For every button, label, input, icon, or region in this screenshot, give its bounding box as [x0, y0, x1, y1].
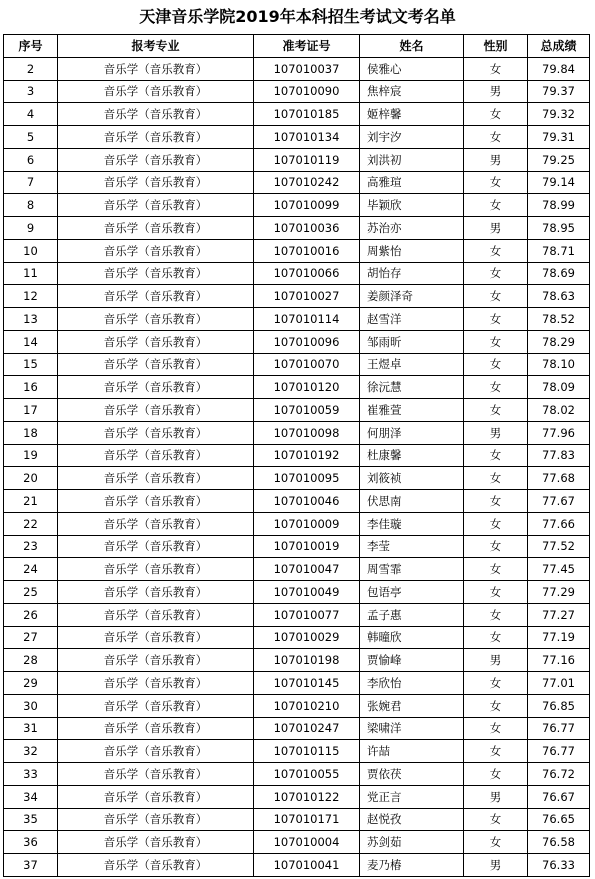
cell-score: 77.52	[528, 535, 590, 558]
cell-gender: 女	[464, 444, 528, 467]
table-row	[4, 763, 590, 786]
cell-major: 音乐学（音乐教育）	[58, 217, 254, 240]
cell-gender: 女	[464, 603, 528, 626]
cell-seq: 21	[4, 490, 58, 513]
cell-major: 音乐学（音乐教育）	[58, 808, 254, 831]
cell-name: 胡怡存	[360, 262, 464, 285]
cell-exam-number: 107010145	[254, 672, 360, 695]
cell-gender: 女	[464, 808, 528, 831]
cell-gender: 女	[464, 512, 528, 535]
cell-exam-number: 107010247	[254, 717, 360, 740]
cell-exam-number: 107010098	[254, 421, 360, 444]
table-row	[4, 148, 590, 171]
cell-name: 韩曈欣	[360, 626, 464, 649]
cell-gender: 男	[464, 854, 528, 877]
cell-seq: 4	[4, 103, 58, 126]
cell-name: 刘宇汐	[360, 126, 464, 149]
cell-gender: 女	[464, 740, 528, 763]
cell-gender: 女	[464, 126, 528, 149]
cell-name: 徐沅慧	[360, 376, 464, 399]
cell-name: 毕颖欣	[360, 194, 464, 217]
cell-name: 周雪霏	[360, 558, 464, 581]
cell-seq: 20	[4, 467, 58, 490]
cell-major: 音乐学（音乐教育）	[58, 80, 254, 103]
cell-name: 崔雅萱	[360, 399, 464, 422]
cell-score: 78.29	[528, 330, 590, 353]
cell-name: 焦梓宸	[360, 80, 464, 103]
table-row	[4, 717, 590, 740]
cell-major: 音乐学（音乐教育）	[58, 239, 254, 262]
cell-score: 78.10	[528, 353, 590, 376]
cell-name: 王煜卓	[360, 353, 464, 376]
cell-major: 音乐学（音乐教育）	[58, 103, 254, 126]
table-row	[4, 194, 590, 217]
cell-seq: 25	[4, 581, 58, 604]
cell-seq: 36	[4, 831, 58, 854]
cell-major: 音乐学（音乐教育）	[58, 581, 254, 604]
cell-score: 77.16	[528, 649, 590, 672]
cell-major: 音乐学（音乐教育）	[58, 831, 254, 854]
cell-gender: 女	[464, 399, 528, 422]
cell-name: 张婉君	[360, 694, 464, 717]
cell-gender: 女	[464, 717, 528, 740]
cell-score: 77.27	[528, 603, 590, 626]
cell-score: 77.29	[528, 581, 590, 604]
cell-score: 78.02	[528, 399, 590, 422]
cell-seq: 14	[4, 330, 58, 353]
cell-major: 音乐学（音乐教育）	[58, 694, 254, 717]
cell-score: 78.69	[528, 262, 590, 285]
cell-gender: 女	[464, 285, 528, 308]
table-row	[4, 57, 590, 80]
cell-exam-number: 107010192	[254, 444, 360, 467]
table-row	[4, 444, 590, 467]
cell-major: 音乐学（音乐教育）	[58, 490, 254, 513]
cell-exam-number: 107010122	[254, 785, 360, 808]
cell-seq: 9	[4, 217, 58, 240]
cell-seq: 27	[4, 626, 58, 649]
table-row	[4, 672, 590, 695]
cell-seq: 8	[4, 194, 58, 217]
cell-gender: 女	[464, 490, 528, 513]
table-row	[4, 217, 590, 240]
cell-exam-number: 107010210	[254, 694, 360, 717]
cell-seq: 31	[4, 717, 58, 740]
cell-exam-number: 107010029	[254, 626, 360, 649]
cell-gender: 女	[464, 262, 528, 285]
cell-gender: 男	[464, 649, 528, 672]
cell-gender: 女	[464, 330, 528, 353]
cell-score: 76.58	[528, 831, 590, 854]
table-row	[4, 353, 590, 376]
cell-score: 76.72	[528, 763, 590, 786]
cell-score: 77.01	[528, 672, 590, 695]
cell-name: 赵悦孜	[360, 808, 464, 831]
cell-major: 音乐学（音乐教育）	[58, 148, 254, 171]
cell-seq: 19	[4, 444, 58, 467]
cell-name: 包语亭	[360, 581, 464, 604]
cell-exam-number: 107010198	[254, 649, 360, 672]
cell-gender: 女	[464, 626, 528, 649]
table-row	[4, 308, 590, 331]
cell-name: 许喆	[360, 740, 464, 763]
table-row	[4, 399, 590, 422]
table-row	[4, 330, 590, 353]
cell-major: 音乐学（音乐教育）	[58, 535, 254, 558]
cell-seq: 35	[4, 808, 58, 831]
cell-name: 麦乃椿	[360, 854, 464, 877]
table-row	[4, 694, 590, 717]
cell-gender: 男	[464, 785, 528, 808]
cell-score: 76.33	[528, 854, 590, 877]
cell-seq: 10	[4, 239, 58, 262]
cell-score: 79.14	[528, 171, 590, 194]
cell-seq: 34	[4, 785, 58, 808]
cell-gender: 女	[464, 171, 528, 194]
cell-name: 姜颜泽奇	[360, 285, 464, 308]
cell-score: 76.85	[528, 694, 590, 717]
cell-name: 李欣怡	[360, 672, 464, 695]
cell-name: 梁啸洋	[360, 717, 464, 740]
cell-score: 78.63	[528, 285, 590, 308]
cell-major: 音乐学（音乐教育）	[58, 262, 254, 285]
cell-name: 杜康馨	[360, 444, 464, 467]
cell-gender: 男	[464, 217, 528, 240]
table-row	[4, 854, 590, 877]
cell-major: 音乐学（音乐教育）	[58, 785, 254, 808]
cell-major: 音乐学（音乐教育）	[58, 308, 254, 331]
cell-exam-number: 107010096	[254, 330, 360, 353]
table-row	[4, 490, 590, 513]
cell-score: 77.45	[528, 558, 590, 581]
cell-exam-number: 107010016	[254, 239, 360, 262]
table-row	[4, 239, 590, 262]
cell-name: 刘筱祯	[360, 467, 464, 490]
page-title: 天津音乐学院2019年本科招生考试文考名单	[139, 7, 456, 26]
cell-name: 李佳璇	[360, 512, 464, 535]
cell-gender: 女	[464, 672, 528, 695]
cell-gender: 女	[464, 353, 528, 376]
cell-seq: 12	[4, 285, 58, 308]
cell-exam-number: 107010090	[254, 80, 360, 103]
cell-major: 音乐学（音乐教育）	[58, 353, 254, 376]
table-body	[4, 57, 590, 876]
cell-score: 79.84	[528, 57, 590, 80]
cell-exam-number: 107010070	[254, 353, 360, 376]
table-row	[4, 740, 590, 763]
cell-exam-number: 107010049	[254, 581, 360, 604]
table-row	[4, 376, 590, 399]
cell-exam-number: 107010046	[254, 490, 360, 513]
cell-exam-number: 107010036	[254, 217, 360, 240]
cell-score: 79.32	[528, 103, 590, 126]
cell-gender: 男	[464, 421, 528, 444]
table-row	[4, 80, 590, 103]
column-header-exam-number: 准考证号	[254, 35, 360, 58]
cell-exam-number: 107010004	[254, 831, 360, 854]
table-row	[4, 103, 590, 126]
cell-seq: 5	[4, 126, 58, 149]
cell-seq: 11	[4, 262, 58, 285]
table-row	[4, 831, 590, 854]
table-row	[4, 649, 590, 672]
table-row	[4, 558, 590, 581]
cell-name: 周紫怡	[360, 239, 464, 262]
cell-major: 音乐学（音乐教育）	[58, 171, 254, 194]
cell-major: 音乐学（音乐教育）	[58, 285, 254, 308]
cell-score: 78.71	[528, 239, 590, 262]
cell-name: 苏剑茹	[360, 831, 464, 854]
cell-name: 侯雅心	[360, 57, 464, 80]
column-header-seq: 序号	[4, 35, 58, 58]
cell-score: 76.77	[528, 740, 590, 763]
cell-score: 77.68	[528, 467, 590, 490]
cell-gender: 女	[464, 194, 528, 217]
cell-score: 76.67	[528, 785, 590, 808]
cell-major: 音乐学（音乐教育）	[58, 649, 254, 672]
cell-major: 音乐学（音乐教育）	[58, 421, 254, 444]
cell-exam-number: 107010047	[254, 558, 360, 581]
cell-score: 78.09	[528, 376, 590, 399]
cell-gender: 女	[464, 535, 528, 558]
cell-score: 78.99	[528, 194, 590, 217]
cell-major: 音乐学（音乐教育）	[58, 330, 254, 353]
cell-major: 音乐学（音乐教育）	[58, 717, 254, 740]
cell-score: 78.95	[528, 217, 590, 240]
cell-gender: 女	[464, 57, 528, 80]
cell-exam-number: 107010027	[254, 285, 360, 308]
cell-score: 77.19	[528, 626, 590, 649]
table-row	[4, 581, 590, 604]
cell-exam-number: 107010115	[254, 740, 360, 763]
cell-exam-number: 107010055	[254, 763, 360, 786]
cell-major: 音乐学（音乐教育）	[58, 57, 254, 80]
cell-score: 78.52	[528, 308, 590, 331]
cell-name: 高雅瑄	[360, 171, 464, 194]
table-row	[4, 262, 590, 285]
cell-score: 76.65	[528, 808, 590, 831]
cell-seq: 13	[4, 308, 58, 331]
cell-name: 苏治亦	[360, 217, 464, 240]
cell-gender: 女	[464, 831, 528, 854]
cell-seq: 37	[4, 854, 58, 877]
table-row	[4, 535, 590, 558]
cell-exam-number: 107010019	[254, 535, 360, 558]
cell-exam-number: 107010095	[254, 467, 360, 490]
cell-name: 孟子惠	[360, 603, 464, 626]
cell-major: 音乐学（音乐教育）	[58, 854, 254, 877]
cell-seq: 15	[4, 353, 58, 376]
cell-major: 音乐学（音乐教育）	[58, 376, 254, 399]
cell-seq: 23	[4, 535, 58, 558]
table-row	[4, 467, 590, 490]
cell-name: 贾依茯	[360, 763, 464, 786]
cell-exam-number: 107010120	[254, 376, 360, 399]
cell-gender: 女	[464, 467, 528, 490]
column-header-score: 总成绩	[528, 35, 590, 58]
cell-score: 77.66	[528, 512, 590, 535]
table-row	[4, 421, 590, 444]
cell-exam-number: 107010114	[254, 308, 360, 331]
cell-name: 姬梓馨	[360, 103, 464, 126]
cell-exam-number: 107010037	[254, 57, 360, 80]
cell-major: 音乐学（音乐教育）	[58, 126, 254, 149]
table-row	[4, 171, 590, 194]
cell-gender: 女	[464, 558, 528, 581]
cell-major: 音乐学（音乐教育）	[58, 194, 254, 217]
cell-exam-number: 107010185	[254, 103, 360, 126]
cell-exam-number: 107010059	[254, 399, 360, 422]
cell-major: 音乐学（音乐教育）	[58, 603, 254, 626]
table-row	[4, 626, 590, 649]
cell-score: 77.96	[528, 421, 590, 444]
cell-name: 刘洪初	[360, 148, 464, 171]
cell-gender: 女	[464, 239, 528, 262]
cell-seq: 24	[4, 558, 58, 581]
cell-score: 77.67	[528, 490, 590, 513]
cell-name: 贾愉峰	[360, 649, 464, 672]
cell-gender: 女	[464, 376, 528, 399]
cell-seq: 26	[4, 603, 58, 626]
cell-major: 音乐学（音乐教育）	[58, 512, 254, 535]
cell-name: 党正言	[360, 785, 464, 808]
table-row	[4, 285, 590, 308]
cell-exam-number: 107010242	[254, 171, 360, 194]
cell-score: 76.77	[528, 717, 590, 740]
cell-seq: 22	[4, 512, 58, 535]
table-row	[4, 785, 590, 808]
cell-seq: 32	[4, 740, 58, 763]
cell-seq: 18	[4, 421, 58, 444]
table-header-row	[4, 35, 590, 58]
cell-name: 李莹	[360, 535, 464, 558]
cell-name: 伏思南	[360, 490, 464, 513]
cell-seq: 2	[4, 57, 58, 80]
cell-name: 赵雪洋	[360, 308, 464, 331]
cell-gender: 男	[464, 80, 528, 103]
cell-name: 何朋泽	[360, 421, 464, 444]
cell-exam-number: 107010066	[254, 262, 360, 285]
cell-major: 音乐学（音乐教育）	[58, 672, 254, 695]
cell-major: 音乐学（音乐教育）	[58, 444, 254, 467]
cell-exam-number: 107010119	[254, 148, 360, 171]
cell-exam-number: 107010099	[254, 194, 360, 217]
cell-gender: 女	[464, 581, 528, 604]
cell-major: 音乐学（音乐教育）	[58, 740, 254, 763]
table-row	[4, 603, 590, 626]
cell-major: 音乐学（音乐教育）	[58, 467, 254, 490]
cell-score: 77.83	[528, 444, 590, 467]
cell-exam-number: 107010077	[254, 603, 360, 626]
table-row	[4, 808, 590, 831]
cell-score: 79.37	[528, 80, 590, 103]
cell-seq: 29	[4, 672, 58, 695]
cell-score: 79.25	[528, 148, 590, 171]
cell-seq: 7	[4, 171, 58, 194]
cell-gender: 男	[464, 148, 528, 171]
cell-exam-number: 107010009	[254, 512, 360, 535]
cell-gender: 女	[464, 763, 528, 786]
cell-major: 音乐学（音乐教育）	[58, 558, 254, 581]
cell-seq: 17	[4, 399, 58, 422]
cell-seq: 16	[4, 376, 58, 399]
cell-seq: 33	[4, 763, 58, 786]
cell-name: 邹雨昕	[360, 330, 464, 353]
cell-score: 79.31	[528, 126, 590, 149]
cell-major: 音乐学（音乐教育）	[58, 763, 254, 786]
cell-gender: 女	[464, 694, 528, 717]
cell-exam-number: 107010134	[254, 126, 360, 149]
column-header-gender: 性别	[464, 35, 528, 58]
cell-seq: 6	[4, 148, 58, 171]
cell-seq: 28	[4, 649, 58, 672]
cell-gender: 女	[464, 308, 528, 331]
table-row	[4, 126, 590, 149]
column-header-name: 姓名	[360, 35, 464, 58]
cell-major: 音乐学（音乐教育）	[58, 626, 254, 649]
column-header-major: 报考专业	[58, 35, 254, 58]
cell-gender: 女	[464, 103, 528, 126]
cell-seq: 3	[4, 80, 58, 103]
cell-exam-number: 107010171	[254, 808, 360, 831]
cell-seq: 30	[4, 694, 58, 717]
admission-list-table	[3, 34, 590, 877]
cell-major: 音乐学（音乐教育）	[58, 399, 254, 422]
cell-exam-number: 107010041	[254, 854, 360, 877]
table-row	[4, 512, 590, 535]
